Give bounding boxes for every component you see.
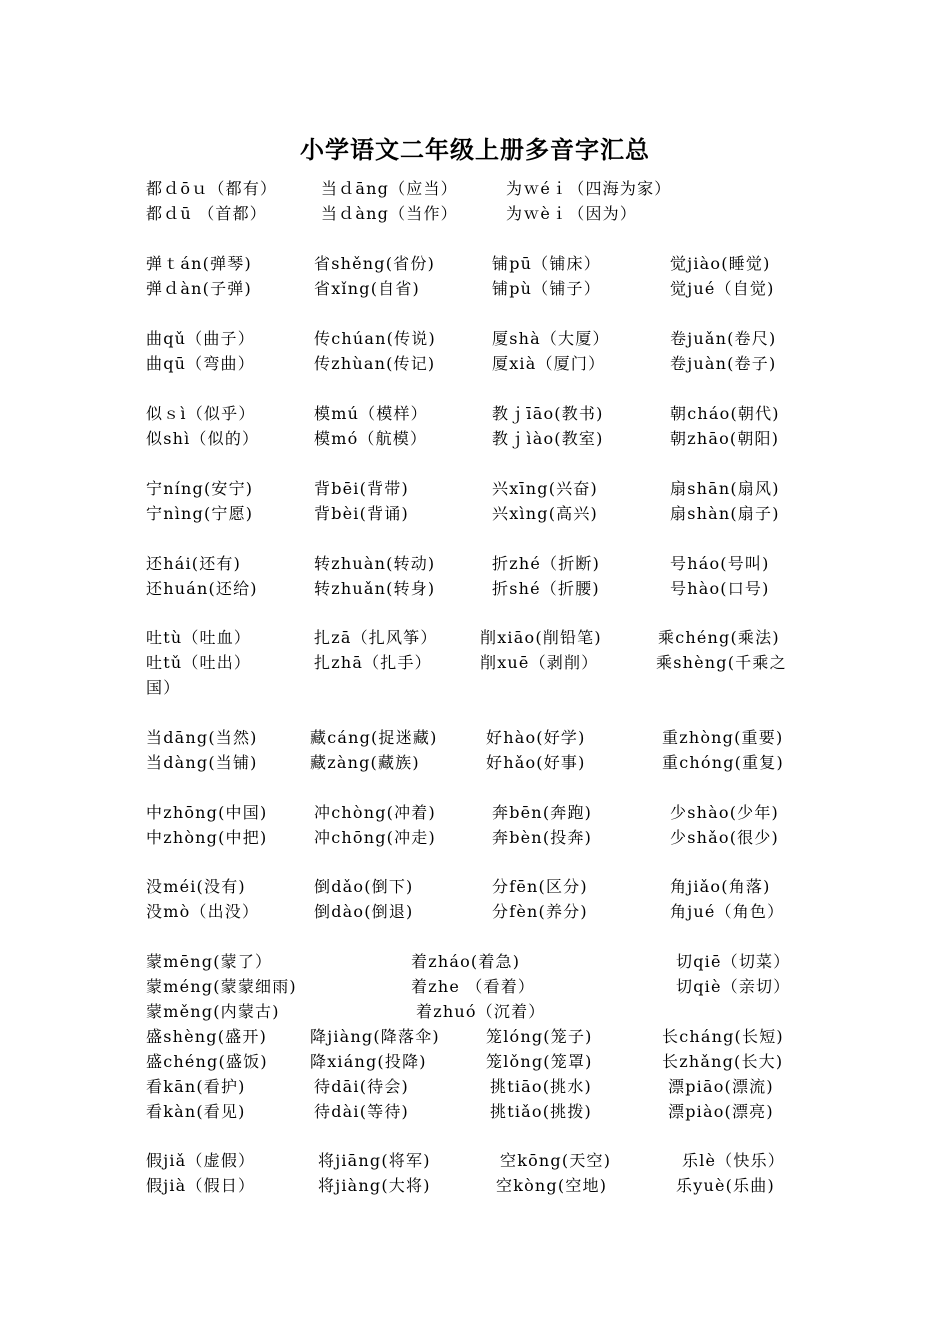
- entry: 为ｗèｉ（因为）: [506, 204, 638, 223]
- entry: 卷juǎn(卷尺): [670, 329, 777, 348]
- entry-row: [146, 825, 811, 850]
- entry: 冲chòng(冲着): [314, 803, 436, 822]
- wrapped-text: 国）: [146, 678, 181, 697]
- entry-row: [146, 401, 811, 426]
- entry: 铺pū（铺床）: [492, 254, 601, 273]
- entry: 角jiǎo(角落): [670, 877, 771, 896]
- entry: 盛shèng(盛开): [146, 1027, 268, 1046]
- entry: 还hái(还有): [146, 554, 242, 573]
- entry: 教ｊìào(教室): [492, 429, 604, 448]
- entry-row: [146, 1049, 811, 1074]
- entry: 待dài(等待): [314, 1102, 409, 1121]
- entry: 藏cáng(捉迷藏): [310, 728, 438, 747]
- entry: 教ｊīāo(教书): [492, 404, 604, 423]
- entry: 觉jué（自觉): [670, 279, 775, 298]
- entry: 扎zhā（扎手）: [314, 653, 432, 672]
- entry: 当ｄāng（应当）: [321, 179, 458, 198]
- entry: 切qiè（亲切）: [676, 977, 791, 996]
- entry: 弹ｄàn(子弹): [146, 279, 252, 298]
- entry-row: [146, 576, 811, 601]
- entry: 似shì（似的）: [146, 429, 260, 448]
- entry: 都ｄōｕ（都有）: [146, 179, 278, 198]
- entry: 曲qǔ（曲子）: [146, 329, 255, 348]
- entry: 宁nìng(宁愿): [146, 504, 254, 523]
- entry: 分fèn(养分): [492, 902, 588, 921]
- entry-row: [146, 874, 811, 899]
- entry: 冲chōng(冲走): [314, 828, 436, 847]
- entry-row: [146, 501, 811, 526]
- entry: 还huán(还给): [146, 579, 258, 598]
- entry-row: [146, 725, 811, 750]
- entry: 蒙měng(内蒙古): [146, 1002, 280, 1021]
- entry: 少shǎo(很少): [670, 828, 779, 847]
- entry: 削xiāo(削铅笔): [480, 628, 602, 647]
- entry: 空kōng(天空): [500, 1151, 612, 1170]
- entry-row: [146, 251, 811, 276]
- entry: 乘shèng(千乘之: [656, 653, 787, 672]
- entry-row: [146, 551, 811, 576]
- entry: 漂piào(漂亮): [668, 1102, 774, 1121]
- entry: 乘chéng(乘法): [658, 628, 780, 647]
- entry: 省xǐng(自省): [314, 279, 420, 298]
- entry: 少shào(少年): [670, 803, 779, 822]
- entry: 为ｗéｉ（四海为家）: [506, 179, 672, 198]
- entry-row: [146, 1074, 811, 1099]
- entry: 长zhǎng(长大): [662, 1052, 784, 1071]
- entry: 朝zhāo(朝阳): [670, 429, 780, 448]
- entry: 吐tǔ（吐出）: [146, 653, 252, 672]
- entry: 转zhuǎn(转身): [314, 579, 436, 598]
- entry: 藏zàng(藏族): [310, 753, 420, 772]
- entry: 弹ｔán(弹琴): [146, 254, 252, 273]
- entry: 传zhùan(传记): [314, 354, 436, 373]
- entry-row: [146, 625, 811, 650]
- entry: 没méi(没有): [146, 877, 246, 896]
- page-title: 小学语文二年级上册多音字汇总: [300, 136, 650, 164]
- entry: 当dàng(当铺): [146, 753, 258, 772]
- entry: 中zhòng(中把): [146, 828, 268, 847]
- entry: 觉jiào(睡觉): [670, 254, 771, 273]
- entry-row: [146, 1173, 811, 1198]
- entry: 长cháng(长短): [662, 1027, 784, 1046]
- entry: 扇shān(扇风): [670, 479, 780, 498]
- entry-row: [146, 999, 811, 1024]
- entry: 笼lóng(笼子): [486, 1027, 593, 1046]
- entry: 都ｄū （首都）: [146, 204, 267, 223]
- entry-row: [146, 750, 811, 775]
- entry: 厦shà（大厦）: [492, 329, 610, 348]
- entry: 曲qū（弯曲）: [146, 354, 255, 373]
- entry: 扇shàn(扇子): [670, 504, 780, 523]
- entry: 中zhōng(中国): [146, 803, 268, 822]
- entry: 模mú（模样）: [314, 404, 428, 423]
- entry: 号hào(口号): [670, 579, 770, 598]
- entry: 模mó（航模）: [314, 429, 428, 448]
- entry-row: [146, 476, 811, 501]
- entry: 将jiāng(将军): [318, 1151, 431, 1170]
- entry: 乐lè（快乐）: [682, 1151, 785, 1170]
- entry-row: [146, 276, 811, 301]
- entry: 切qiē（切菜）: [676, 952, 791, 971]
- entry: 背bèi(背诵): [314, 504, 409, 523]
- entry-row: [146, 351, 811, 376]
- entry: 笼lǒng(笼罩): [486, 1052, 593, 1071]
- entry-row: [146, 899, 811, 924]
- entry: 好hào(好学): [486, 728, 586, 747]
- entry: 看kàn(看见): [146, 1102, 246, 1121]
- entry: 转zhuàn(转动): [314, 554, 436, 573]
- entry: 号háo(号叫): [670, 554, 770, 573]
- entry-row: [146, 1099, 811, 1124]
- entry: 假jià（假日）: [146, 1176, 256, 1195]
- entry-row: [146, 974, 811, 999]
- entry: 省shěng(省份): [314, 254, 436, 273]
- entry: 分fēn(区分): [492, 877, 588, 896]
- entry: 朝cháo(朝代): [670, 404, 780, 423]
- entry: 吐tù（吐血）: [146, 628, 252, 647]
- entry: 奔bèn(投奔): [492, 828, 593, 847]
- entry-row: [146, 949, 811, 974]
- entry: 蒙mēng(蒙了）: [146, 952, 273, 971]
- entry-row: [146, 1148, 811, 1173]
- entry: 降xiáng(投降): [310, 1052, 427, 1071]
- entry: 看kān(看护): [146, 1077, 246, 1096]
- entry: 倒dǎo(倒下): [314, 877, 414, 896]
- entry: 铺pù（铺子）: [492, 279, 601, 298]
- entry: 没mò（出没）: [146, 902, 260, 921]
- entry: 扎zā（扎风筝）: [314, 628, 438, 647]
- entry-row: [146, 1024, 811, 1049]
- entry: 兴xīng(兴奋): [492, 479, 598, 498]
- entry: 卷juàn(卷子): [670, 354, 777, 373]
- entry: 着zháo(着急): [411, 952, 521, 971]
- entry: 削xuē（剥削）: [480, 653, 599, 672]
- entry: 背bēi(背带): [314, 479, 409, 498]
- entry-row: [146, 201, 811, 226]
- entry: 角jué（角色）: [670, 902, 785, 921]
- entry: 漂piāo(漂流): [668, 1077, 774, 1096]
- entry: 着zhuó（沉着）: [416, 1002, 546, 1021]
- entry: 折zhé（折断): [492, 554, 601, 573]
- entry: 待dāi(待会): [314, 1077, 409, 1096]
- entry: 盛chéng(盛饭): [146, 1052, 268, 1071]
- entry: 兴xìng(高兴): [492, 504, 598, 523]
- entry: 空kòng(空地): [496, 1176, 608, 1195]
- entry-row: [146, 326, 811, 351]
- entry-row: [146, 426, 811, 451]
- entry-row: [146, 176, 811, 201]
- entry: 当ｄàng（当作）: [321, 204, 458, 223]
- entry: 挑tiǎo(挑拨): [490, 1102, 593, 1121]
- entry: 传chúan(传说): [314, 329, 436, 348]
- entry: 将jiàng(大将): [318, 1176, 431, 1195]
- entry: 似ｓì（似乎）: [146, 404, 256, 423]
- entry: 当dāng(当然): [146, 728, 258, 747]
- entry: 蒙méng(蒙蒙细雨): [146, 977, 297, 996]
- entry: 着zhe （看着）: [411, 977, 536, 996]
- entry: 宁níng(安宁): [146, 479, 254, 498]
- entry-row: [146, 800, 811, 825]
- entry: 降jiàng(降落伞): [310, 1027, 440, 1046]
- entry: 乐yuè(乐曲): [676, 1176, 775, 1195]
- entry: 挑tiāo(挑水): [490, 1077, 593, 1096]
- entry: 倒dào(倒退): [314, 902, 414, 921]
- entry-row: [146, 650, 811, 675]
- entry: 折shé（折腰): [492, 579, 600, 598]
- entry: 好hǎo(好事): [486, 753, 586, 772]
- entry: 假jiǎ（虚假）: [146, 1151, 256, 1170]
- entry: 厦xià（厦门）: [492, 354, 606, 373]
- entry: 重chóng(重复): [662, 753, 784, 772]
- entry: 重zhòng(重要): [662, 728, 784, 747]
- entry: 奔bēn(奔跑): [492, 803, 593, 822]
